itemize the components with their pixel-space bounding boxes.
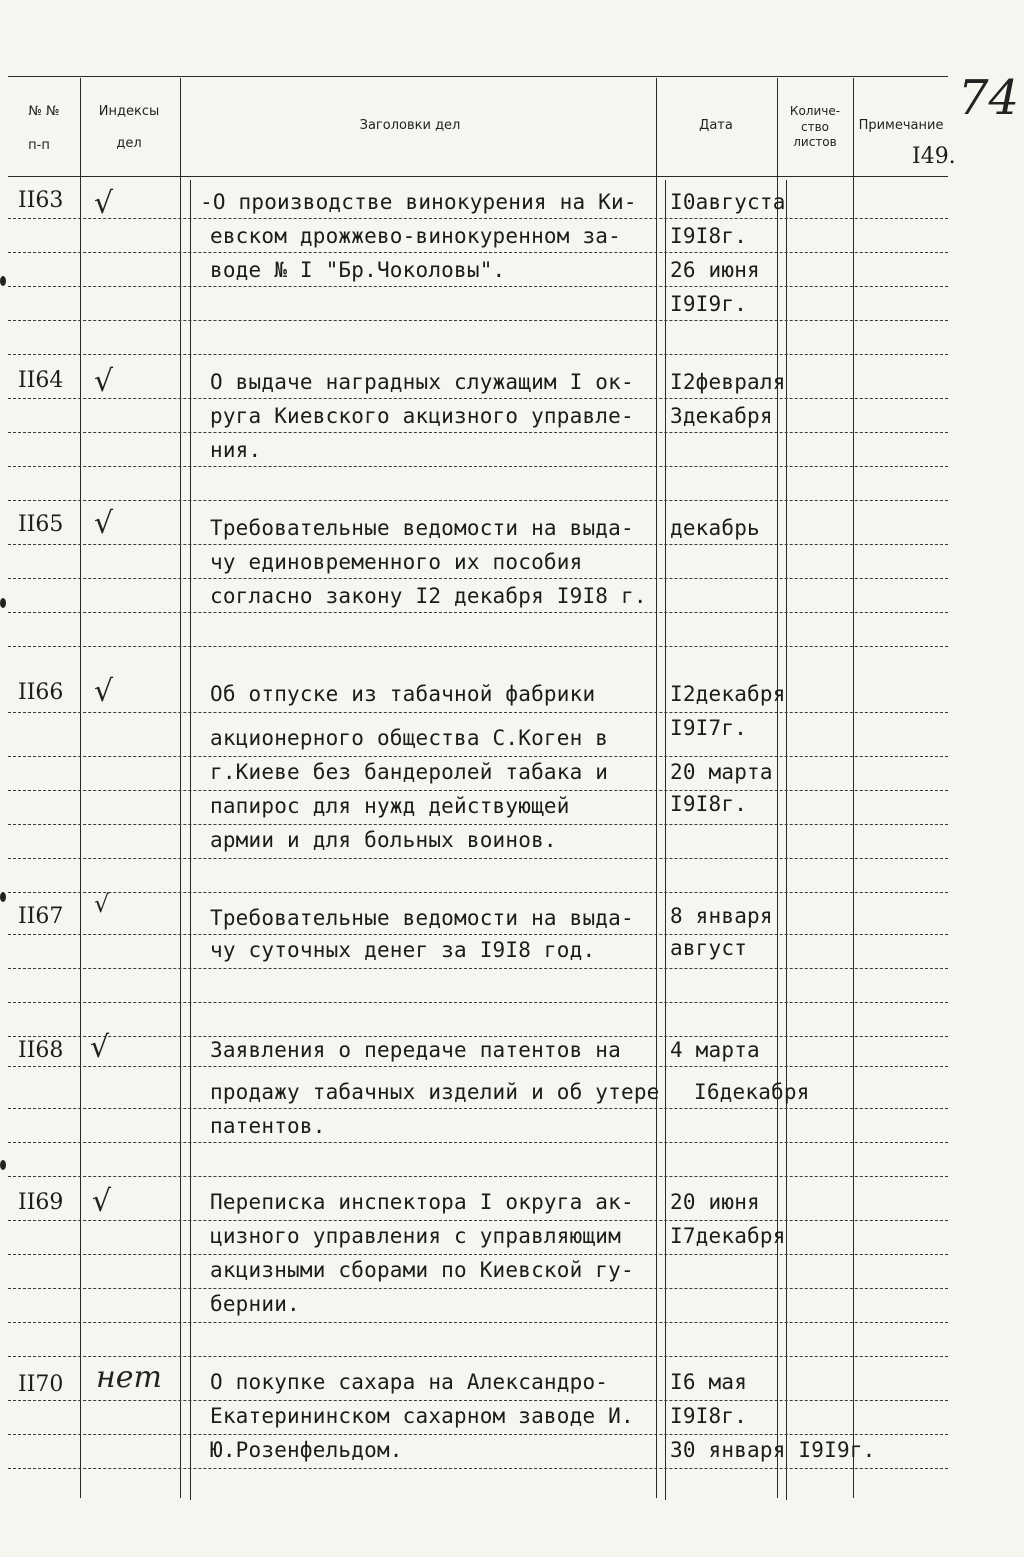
entry-date-line: 8 января bbox=[670, 904, 773, 928]
header-note: Примечание bbox=[858, 118, 944, 133]
header-no-sub: п-п bbox=[28, 138, 50, 153]
entry-title-line: патентов. bbox=[210, 1114, 326, 1138]
rule-line bbox=[8, 1002, 948, 1003]
col-sep-5 bbox=[853, 78, 854, 1498]
entry-date-line: I9I8г. bbox=[670, 1404, 748, 1428]
binding-hole-mark bbox=[0, 276, 6, 286]
entry-date-line: 4 марта bbox=[670, 1038, 760, 1062]
entry-title-line: Екатерининском сахарном заводе И. bbox=[210, 1404, 634, 1428]
entry-title-line: продажу табачных изделий и об утере bbox=[210, 1080, 660, 1104]
index-handwritten-note: нет bbox=[96, 1360, 162, 1395]
entry-number: II69 bbox=[18, 1190, 64, 1215]
entry-number: II70 bbox=[18, 1372, 64, 1397]
entry-date-line: декабрь bbox=[670, 516, 760, 540]
entry-title-line: согласно закону I2 декабря I9I8 г. bbox=[210, 584, 647, 608]
page-number: I49. bbox=[912, 144, 956, 169]
header-sheets-2: ство bbox=[800, 120, 829, 134]
header-bottom-rule bbox=[8, 176, 948, 177]
entry-title-line: О покупке сахара на Александро- bbox=[210, 1370, 609, 1394]
entry-title-line: Требовательные ведомости на выда- bbox=[210, 516, 634, 540]
entry-date-line: 20 июня bbox=[670, 1190, 760, 1214]
entry-title-line: Требовательные ведомости на выда- bbox=[210, 906, 634, 930]
entry-date-line: I6 мая bbox=[670, 1370, 748, 1394]
entry-number: II66 bbox=[18, 680, 64, 705]
index-check-mark: √ bbox=[94, 674, 114, 709]
entry-title-line: Заявления о передаче патентов на bbox=[210, 1038, 621, 1062]
index-check-mark: √ bbox=[92, 1184, 112, 1219]
rule-line bbox=[8, 712, 948, 713]
entry-date-line: I9I7г. bbox=[670, 716, 748, 740]
entry-number: II65 bbox=[18, 512, 64, 537]
col-sep-4 bbox=[777, 78, 778, 1498]
index-check-mark: √ bbox=[90, 1030, 110, 1065]
entry-date-line: 3декабря bbox=[670, 404, 773, 428]
entry-title-line: чу единовременного их пособия bbox=[210, 550, 583, 574]
rule-line bbox=[8, 354, 948, 355]
entry-date-line: 30 января I9I9г. bbox=[670, 1438, 876, 1462]
entry-date-line: I2февраля bbox=[670, 370, 786, 394]
col-sep-4b bbox=[786, 180, 787, 1500]
entry-date-line: 20 марта bbox=[670, 760, 773, 784]
entry-title-line: ния. bbox=[210, 438, 262, 462]
entry-title-line: Ю.Розенфельдом. bbox=[210, 1438, 403, 1462]
entry-number: II67 bbox=[18, 904, 64, 929]
entry-number: II63 bbox=[18, 188, 64, 213]
entry-title-line: чу суточных денег за I9I8 год. bbox=[210, 938, 596, 962]
entry-date-line: I9I8г. bbox=[670, 224, 748, 248]
entry-date-line: I9I8г. bbox=[670, 792, 748, 816]
header-no: № № bbox=[28, 104, 60, 119]
col-sep-3 bbox=[656, 78, 657, 1498]
entry-title-line: г.Киеве без бандеролей табака и bbox=[210, 760, 609, 784]
entry-title-line: акцизными сборами по Киевской гу- bbox=[210, 1258, 634, 1282]
rule-line bbox=[8, 646, 948, 647]
entry-date-line: I0августа bbox=[670, 190, 786, 214]
entry-title-line: О выдаче наградных служащим I ок- bbox=[210, 370, 634, 394]
rule-line bbox=[8, 1356, 948, 1357]
index-check-mark: √ bbox=[94, 506, 114, 541]
entry-date-line: I2декабря bbox=[670, 682, 786, 706]
sheet-number-handwritten: 74 bbox=[958, 70, 1020, 126]
rule-line bbox=[8, 1288, 948, 1289]
entry-date-line: I9I9г. bbox=[670, 292, 748, 316]
entry-date-line: август bbox=[670, 936, 748, 960]
entry-title-line: воде № I "Бр.Чоколовы". bbox=[210, 258, 506, 282]
binding-hole-mark bbox=[0, 598, 6, 608]
header-sheets-1: Количе- bbox=[789, 104, 841, 118]
col-sep-1 bbox=[80, 78, 81, 1498]
rule-line bbox=[8, 1142, 948, 1143]
entry-title-line: папирос для нужд действующей bbox=[210, 794, 570, 818]
binding-hole-mark bbox=[0, 1160, 6, 1170]
rule-line bbox=[8, 500, 948, 501]
header-sheets-3: листов bbox=[793, 135, 837, 149]
entry-date-line: I7декабря bbox=[670, 1224, 786, 1248]
entry-title-line: акционерного общества С.Коген в bbox=[210, 726, 609, 750]
index-check-mark: √ bbox=[94, 890, 110, 918]
header-date: Дата bbox=[699, 118, 733, 133]
rule-line bbox=[8, 320, 948, 321]
header-index: Индексы bbox=[98, 104, 160, 119]
rule-line bbox=[8, 1176, 948, 1177]
index-check-mark: √ bbox=[94, 186, 114, 221]
entry-date-line: 26 июня bbox=[670, 258, 760, 282]
rule-line bbox=[8, 892, 948, 893]
entry-title-line: -О производстве винокурения на Ки- bbox=[200, 190, 637, 214]
entry-title-line: Об отпуске из табачной фабрики bbox=[210, 682, 596, 706]
rule-line bbox=[8, 466, 948, 467]
rule-line bbox=[8, 1468, 948, 1469]
entry-title-line: армии и для больных воинов. bbox=[210, 828, 557, 852]
entry-title-line: Переписка инспектора I округа ак- bbox=[210, 1190, 634, 1214]
header-top-rule bbox=[8, 76, 948, 77]
entry-title-line: руга Киевского акцизного управле- bbox=[210, 404, 634, 428]
entry-title-line: цизного управления с управляющим bbox=[210, 1224, 621, 1248]
entry-title-line: бернии. bbox=[210, 1292, 300, 1316]
entry-number: II64 bbox=[18, 368, 64, 393]
rule-line bbox=[8, 968, 948, 969]
index-check-mark: √ bbox=[94, 364, 114, 399]
col-sep-2b bbox=[190, 180, 191, 1500]
header-title: Заголовки дел bbox=[359, 118, 461, 133]
header-index-sub: дел bbox=[116, 136, 142, 151]
col-sep-3b bbox=[665, 180, 666, 1500]
binding-hole-mark bbox=[0, 892, 6, 902]
entry-date-line: I6декабря bbox=[694, 1080, 810, 1104]
rule-line bbox=[8, 1322, 948, 1323]
col-sep-2 bbox=[180, 78, 181, 1498]
rule-line bbox=[8, 858, 948, 859]
entry-number: II68 bbox=[18, 1038, 64, 1063]
entry-title-line: евском дрожжево-винокуренном за- bbox=[210, 224, 621, 248]
